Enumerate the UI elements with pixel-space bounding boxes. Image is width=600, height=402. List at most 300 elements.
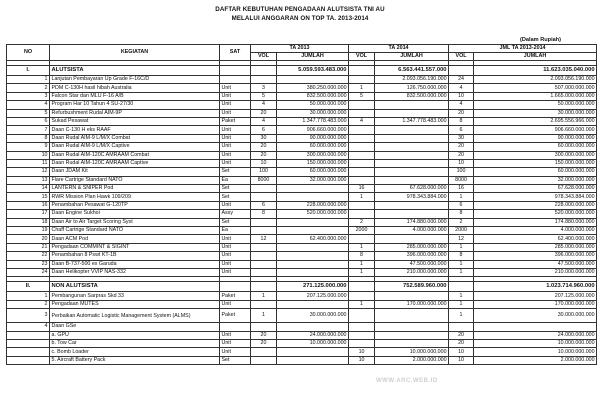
item-amount-2013	[277, 323, 349, 331]
item-vol-2014	[349, 76, 375, 84]
item-amount-2013: 300.000.000.000	[277, 151, 349, 159]
item-vol-total: 1	[449, 193, 474, 201]
item-amount-2014	[375, 235, 449, 243]
item-vol-2013: 1	[251, 292, 277, 300]
item-vol-2013	[251, 227, 277, 235]
item-number: 23	[7, 260, 50, 268]
item-name: b. Tow Car	[50, 339, 220, 347]
item-name: Daan B-737-500 ex Garuda	[50, 260, 220, 268]
item-vol-2013: 10	[251, 159, 277, 167]
item-amount-2014	[375, 210, 449, 218]
item-unit: Set	[220, 185, 251, 193]
item-unit: Unit	[220, 201, 251, 209]
item-unit: Unit	[220, 331, 251, 339]
item-amount-2014	[375, 126, 449, 134]
item-vol-total	[449, 323, 474, 331]
item-amount-2013	[277, 268, 349, 276]
section-vol-2013	[251, 66, 277, 76]
item-amount-2013	[277, 227, 349, 235]
table-row	[7, 126, 597, 134]
item-number: 9	[7, 143, 50, 151]
section-total-all: 11.623.035.040.000	[474, 66, 597, 76]
item-amount-2013	[277, 76, 349, 84]
item-number: 11	[7, 159, 50, 167]
item-unit: Unit	[220, 101, 251, 109]
section-vol-2014	[349, 282, 375, 292]
item-amount-total: 1.665.000.000.000	[474, 92, 597, 100]
item-amount-2014: 1.347.778.483.000	[375, 117, 449, 125]
item-amount-total: 30.000.000.000	[474, 109, 597, 117]
item-vol-total: 8	[449, 117, 474, 125]
item-number: 2	[7, 84, 50, 92]
item-vol-total: 4	[449, 101, 474, 109]
item-vol-2014	[349, 134, 375, 142]
item-number	[7, 348, 50, 356]
item-vol-2013: 12	[251, 235, 277, 243]
item-name: Chaff Cartrige Standard NATO	[50, 227, 220, 235]
item-vol-total: 1	[449, 300, 474, 308]
document-subtitle: MELALUI ANGGARAN ON TOP TA. 2013-2014	[231, 15, 369, 22]
table-row	[7, 176, 597, 184]
item-vol-2014: 10	[349, 356, 375, 364]
item-vol-2013	[251, 76, 277, 84]
item-vol-2013	[251, 356, 277, 364]
section-row	[7, 66, 597, 76]
item-amount-2013: 60.000.000.000	[277, 168, 349, 176]
section-vol-2014	[349, 66, 375, 76]
item-amount-total: 150.000.000.000	[474, 159, 597, 167]
item-amount-2014	[375, 331, 449, 339]
item-amount-total: 67.628.000.000	[474, 185, 597, 193]
item-amount-2013: 62.400.000.000	[277, 235, 349, 243]
item-vol-2014	[349, 159, 375, 167]
item-amount-2013: 30.000.000.000	[277, 109, 349, 117]
item-name: Daan Helikopter VVIP NAS-332	[50, 268, 220, 276]
item-unit: Unit	[220, 151, 251, 159]
item-amount-total: 2.093.056.190.000	[474, 76, 597, 84]
item-name: Daan Rudal AIM-120C AMRAAM Captive	[50, 159, 220, 167]
section-row	[7, 282, 597, 292]
item-vol-2014	[349, 201, 375, 209]
item-unit: Unit	[220, 126, 251, 134]
item-amount-total: 60.000.000.000	[474, 168, 597, 176]
item-vol-total: 10	[449, 348, 474, 356]
item-amount-2013: 90.000.000.000	[277, 134, 349, 142]
item-vol-2013: 20	[251, 339, 277, 347]
item-unit	[220, 323, 251, 331]
item-amount-total: 507.000.000.000	[474, 84, 597, 92]
item-amount-2014: 10.000.000.000	[375, 348, 449, 356]
item-vol-total: 1	[449, 292, 474, 300]
header-jml: JML TA 2013-2014	[449, 45, 597, 53]
table-row	[7, 84, 597, 92]
item-vol-2013	[251, 323, 277, 331]
item-unit: Paket	[220, 117, 251, 125]
item-name: Daan Rudal AIM-120C AMRAAM Combat	[50, 151, 220, 159]
item-amount-2013	[277, 348, 349, 356]
item-vol-total: 20	[449, 331, 474, 339]
item-amount-2013	[277, 260, 349, 268]
item-name: Daan C-130 H eks RAAF	[50, 126, 220, 134]
section-vol-2013	[251, 282, 277, 292]
item-name: Daan Air to Air Target Scoring Syst	[50, 218, 220, 226]
item-number	[7, 331, 50, 339]
item-vol-total: 1	[449, 260, 474, 268]
item-name: Refurbushment Rudal AIM-9P	[50, 109, 220, 117]
item-vol-2014: 1	[349, 84, 375, 92]
header-ta2013: TA 2013	[251, 45, 349, 53]
item-vol-2014	[349, 323, 375, 331]
item-unit: Unit	[220, 159, 251, 167]
item-vol-2014	[349, 176, 375, 184]
item-amount-total: 228.000.000.000	[474, 201, 597, 209]
item-amount-2013: 207.125.000.000	[277, 292, 349, 300]
item-amount-total: 285.000.000.000	[474, 243, 597, 251]
item-vol-2013: 1	[251, 309, 277, 323]
item-vol-total: 8	[449, 210, 474, 218]
procurement-table	[6, 44, 597, 365]
item-vol-total: 20	[449, 151, 474, 159]
item-vol-2014	[349, 168, 375, 176]
section-sat	[220, 282, 251, 292]
item-unit: Unit	[220, 92, 251, 100]
item-vol-2014: 1	[349, 243, 375, 251]
item-amount-total: 207.125.000.000	[474, 292, 597, 300]
item-vol-2014	[349, 126, 375, 134]
item-amount-2013	[277, 218, 349, 226]
item-name: Daan Rudal AIM-9 L/M/X Captive	[50, 143, 220, 151]
section-vol-total	[449, 66, 474, 76]
item-name: Flare Cartrige Standard NATO	[50, 176, 220, 184]
header-vol-2013: VOL	[251, 53, 277, 61]
item-amount-2014	[375, 134, 449, 142]
item-vol-total: 30	[449, 134, 474, 142]
item-amount-2013	[277, 185, 349, 193]
item-vol-2014	[349, 292, 375, 300]
section-total-2014: 752.589.960.000	[375, 282, 449, 292]
item-amount-2013: 1.347.778.483.000	[277, 117, 349, 125]
item-unit: Assy	[220, 210, 251, 218]
item-vol-2014	[349, 109, 375, 117]
section-sat	[220, 66, 251, 76]
item-vol-2013: 6	[251, 126, 277, 134]
table-row	[7, 201, 597, 209]
item-amount-2014	[375, 109, 449, 117]
item-amount-total: 60.000.000.000	[474, 143, 597, 151]
item-number: 1	[7, 76, 50, 84]
table-row	[7, 168, 597, 176]
table-row	[7, 348, 597, 356]
item-vol-2013	[251, 193, 277, 201]
item-vol-2013	[251, 243, 277, 251]
item-vol-total: 1	[449, 243, 474, 251]
item-name: 5. Aircraft Battery Pack	[50, 356, 220, 364]
section-number: I.	[7, 66, 50, 76]
item-amount-2014: 2.000.000.000	[375, 356, 449, 364]
item-vol-2013	[251, 268, 277, 276]
table-row	[7, 159, 597, 167]
item-vol-2013	[251, 348, 277, 356]
item-amount-total: 10.000.000.000	[474, 348, 597, 356]
item-vol-2014: 8	[349, 252, 375, 260]
section-name: ALUTSISTA	[50, 66, 220, 76]
item-amount-2014: 2.093.056.190.000	[375, 76, 449, 84]
item-name: Daan ACM Pod	[50, 235, 220, 243]
item-vol-2014	[349, 309, 375, 323]
item-unit: Unit	[220, 235, 251, 243]
item-amount-total: 10.000.000.000	[474, 339, 597, 347]
item-amount-2014: 126.750.000.000	[375, 84, 449, 92]
item-amount-2013: 32.000.000.000	[277, 176, 349, 184]
header-ta2014: TA 2014	[349, 45, 449, 53]
item-amount-total: 32.000.000.000	[474, 176, 597, 184]
item-name: Falcon Star dan MLU F-16 A/B	[50, 92, 220, 100]
item-vol-2013: 30	[251, 134, 277, 142]
item-vol-2013: 8000	[251, 176, 277, 184]
table-row	[7, 331, 597, 339]
item-vol-2014	[349, 235, 375, 243]
table-row	[7, 292, 597, 300]
item-vol-2013: 4	[251, 117, 277, 125]
table-row	[7, 134, 597, 142]
item-name: Program Har 10 Tahun 4 SU-27/30	[50, 101, 220, 109]
item-amount-2014	[375, 323, 449, 331]
item-vol-2013	[251, 260, 277, 268]
item-amount-total: 978.343.884.000	[474, 193, 597, 201]
item-amount-2014: 67.628.000.000	[375, 185, 449, 193]
item-vol-2013	[251, 218, 277, 226]
header-no: NO	[7, 45, 50, 61]
item-vol-2014: 1	[349, 268, 375, 276]
item-vol-2013: 4	[251, 101, 277, 109]
item-vol-total: 10	[449, 159, 474, 167]
item-vol-2014	[349, 101, 375, 109]
item-vol-total: 1	[449, 309, 474, 323]
item-unit: Unit	[220, 252, 251, 260]
item-vol-2014: 2000	[349, 227, 375, 235]
item-number: 17	[7, 210, 50, 218]
table-row	[7, 323, 597, 331]
item-amount-2014: 4.000.000.000	[375, 227, 449, 235]
item-vol-2014	[349, 143, 375, 151]
item-vol-2014: 1	[349, 300, 375, 308]
item-number: 6	[7, 117, 50, 125]
item-amount-total: 174.880.000.000	[474, 218, 597, 226]
currency-unit-note: (Dalam Rupiah)	[520, 37, 562, 43]
item-unit: Unit	[220, 300, 251, 308]
item-name: Pembangunan Sarpras Skd 33	[50, 292, 220, 300]
item-unit: Unit	[220, 260, 251, 268]
header-kegiatan: KEGIATAN	[50, 45, 220, 61]
item-number: 8	[7, 134, 50, 142]
table-row	[7, 356, 597, 364]
section-total-2013: 5.059.593.483.000	[277, 66, 349, 76]
item-number: 18	[7, 218, 50, 226]
item-vol-2013: 20	[251, 143, 277, 151]
document-title: DAFTAR KEBUTUHAN PENGADAAN ALUTSISTA TNI AU	[215, 6, 385, 13]
item-amount-2013: 228.000.000.000	[277, 201, 349, 209]
item-number: 7	[7, 126, 50, 134]
item-amount-total: 24.000.000.000	[474, 331, 597, 339]
item-amount-total: 47.500.000.000	[474, 260, 597, 268]
table-row	[7, 143, 597, 151]
item-number: 15	[7, 193, 50, 201]
item-number: 1	[7, 292, 50, 300]
item-amount-total: 4.000.000.000	[474, 227, 597, 235]
item-vol-total: 20	[449, 109, 474, 117]
item-vol-2014: 5	[349, 92, 375, 100]
item-vol-2013: 20	[251, 151, 277, 159]
item-amount-2014	[375, 292, 449, 300]
item-vol-total: 1	[449, 268, 474, 276]
item-vol-total: 10	[449, 92, 474, 100]
item-vol-total: 4	[449, 84, 474, 92]
item-number: 3	[7, 309, 50, 323]
item-vol-total: 6	[449, 201, 474, 209]
item-number: 4	[7, 323, 50, 331]
table-row	[7, 185, 597, 193]
section-name: NON ALUTSISTA	[50, 282, 220, 292]
item-amount-2013: 832.500.000.000	[277, 92, 349, 100]
item-amount-total: 300.000.000.000	[474, 151, 597, 159]
item-name: Lanjutan Pembayaran Up Grade F-16C/D	[50, 76, 220, 84]
item-amount-2014	[375, 159, 449, 167]
item-amount-2014: 47.500.000.000	[375, 260, 449, 268]
item-amount-2013: 30.000.000.000	[277, 309, 349, 323]
item-amount-2013: 150.000.000.000	[277, 159, 349, 167]
table-row	[7, 260, 597, 268]
item-amount-2014: 978.343.884.000	[375, 193, 449, 201]
item-amount-total: 906.660.000.000	[474, 126, 597, 134]
item-amount-2014: 174.880.000.000	[375, 218, 449, 226]
item-vol-2013: 8	[251, 210, 277, 218]
item-amount-2014	[375, 339, 449, 347]
item-vol-total: 2000	[449, 227, 474, 235]
item-vol-total: 6	[449, 126, 474, 134]
item-amount-2014: 210.000.000.000	[375, 268, 449, 276]
item-amount-2013	[277, 243, 349, 251]
header-jumlah-2014: JUMLAH	[375, 53, 449, 61]
item-amount-total: 210.000.000.000	[474, 268, 597, 276]
item-vol-total: 8	[449, 252, 474, 260]
table-body	[7, 61, 597, 365]
item-unit: Unit	[220, 339, 251, 347]
item-amount-2013: 906.660.000.000	[277, 126, 349, 134]
table-row	[7, 243, 597, 251]
item-vol-total: 12	[449, 235, 474, 243]
section-vol-total	[449, 282, 474, 292]
item-amount-2014: 832.500.000.000	[375, 92, 449, 100]
header-jumlah-2013: JUMLAH	[277, 53, 349, 61]
item-unit: Unit	[220, 348, 251, 356]
item-amount-2013: 10.000.000.000	[277, 339, 349, 347]
item-amount-2013	[277, 252, 349, 260]
item-vol-2013: 100	[251, 168, 277, 176]
item-unit: Unit	[220, 243, 251, 251]
item-number: 2	[7, 300, 50, 308]
item-amount-2014: 170.000.000.000	[375, 300, 449, 308]
item-unit: Set	[220, 356, 251, 364]
item-amount-2013: 520.000.000.000	[277, 210, 349, 218]
item-name: Daan Engine Sukhoi	[50, 210, 220, 218]
item-vol-total: 2	[449, 218, 474, 226]
item-unit: Unit	[220, 84, 251, 92]
table-row	[7, 92, 597, 100]
item-number: 20	[7, 235, 50, 243]
item-unit: Ea	[220, 176, 251, 184]
table-row	[7, 101, 597, 109]
item-number: 22	[7, 252, 50, 260]
item-vol-2013: 20	[251, 331, 277, 339]
item-amount-2014	[375, 168, 449, 176]
item-unit: Unit	[220, 143, 251, 151]
item-name: LANTERN & SNIPER Pod	[50, 185, 220, 193]
item-number: 24	[7, 268, 50, 276]
item-vol-2014: 2	[349, 218, 375, 226]
item-vol-2014: 1	[349, 193, 375, 201]
item-vol-2013	[251, 185, 277, 193]
header-vol-total: VOL	[449, 53, 474, 61]
item-name: a. GPU	[50, 331, 220, 339]
item-name: RWR Mission Plan Hawk 109/209	[50, 193, 220, 201]
item-unit: Set	[220, 218, 251, 226]
item-name: Pengadaan COMMINT & SIGINT	[50, 243, 220, 251]
item-vol-total: 20	[449, 339, 474, 347]
header-vol-2014: VOL	[349, 53, 375, 61]
section-total-all: 1.023.714.960.000	[474, 282, 597, 292]
item-name: Sukad Pesawat	[50, 117, 220, 125]
item-amount-2014	[375, 201, 449, 209]
item-amount-2013: 380.250.000.000	[277, 84, 349, 92]
item-vol-2014: 16	[349, 185, 375, 193]
table-row	[7, 151, 597, 159]
table-row	[7, 235, 597, 243]
item-amount-2014: 285.000.000.000	[375, 243, 449, 251]
item-number: 14	[7, 185, 50, 193]
table-row	[7, 76, 597, 84]
item-unit: Unit	[220, 268, 251, 276]
item-vol-total: 24	[449, 76, 474, 84]
item-vol-total: 100	[449, 168, 474, 176]
item-unit: Set	[220, 193, 251, 201]
item-name: PDM C-130H hasil hibah Australia	[50, 84, 220, 92]
table-row	[7, 252, 597, 260]
item-amount-total: 170.000.000.000	[474, 300, 597, 308]
item-name: Penambahan 8 Pswt KT-1B	[50, 252, 220, 260]
item-amount-total: 520.000.000.000	[474, 210, 597, 218]
table-row	[7, 268, 597, 276]
item-number	[7, 339, 50, 347]
item-vol-2014	[349, 331, 375, 339]
section-total-2014: 6.563.441.557.000	[375, 66, 449, 76]
item-name: Daan Rudal AIM-9 L/M/X Combat	[50, 134, 220, 142]
item-unit: Paket	[220, 292, 251, 300]
item-vol-2013: 5	[251, 92, 277, 100]
item-amount-total: 50.000.000.000	[474, 101, 597, 109]
item-number: 3	[7, 92, 50, 100]
item-unit	[220, 76, 251, 84]
item-amount-2014	[375, 309, 449, 323]
item-vol-total: 10	[449, 356, 474, 364]
item-name: c. Bomb Loader	[50, 348, 220, 356]
item-vol-2013: 20	[251, 109, 277, 117]
item-amount-2014	[375, 101, 449, 109]
item-vol-total: 16	[449, 185, 474, 193]
item-amount-total: 30.000.000.000	[474, 309, 597, 323]
table-row	[7, 193, 597, 201]
item-vol-2014: 4	[349, 117, 375, 125]
item-amount-2013	[277, 356, 349, 364]
